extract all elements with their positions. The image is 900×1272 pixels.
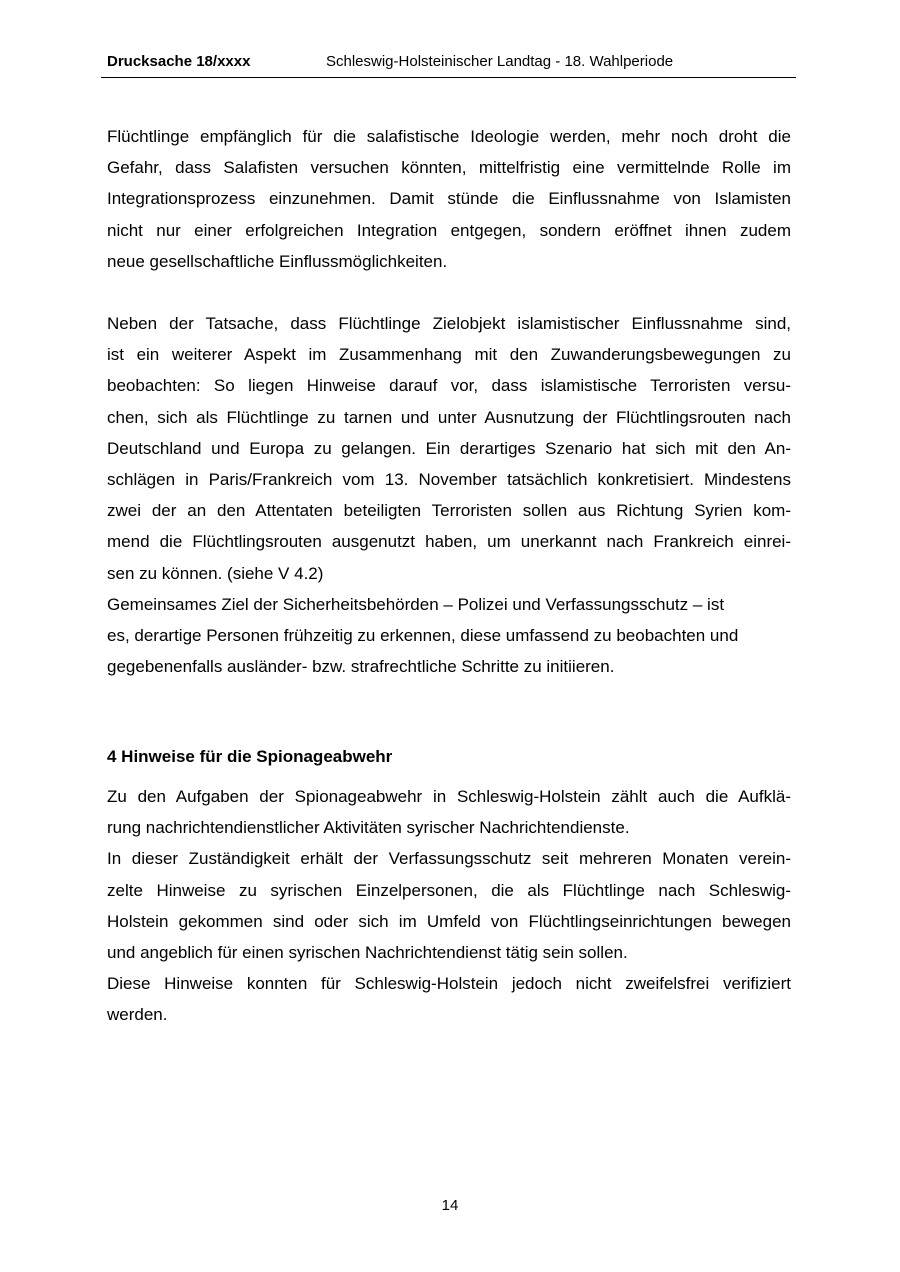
text-line: Holstein gekommen sind oder sich im Umfeld von Flüchtlingseinrichtungen bewegen <box>107 911 791 931</box>
page-number: 14 <box>441 1197 459 1214</box>
text-line: sen zu können. (siehe V 4.2) <box>107 563 324 583</box>
paragraph-1 <box>107 121 791 277</box>
text-line: werden. <box>107 1005 168 1025</box>
text-line: gegebenenfalls ausländer- bzw. strafrechtliche Schritte zu initiieren. <box>107 657 615 677</box>
text-line: Flüchtlinge empfänglich für die salafistische Ideologie werden, mehr noch droht die <box>107 127 791 146</box>
text-line: chen, sich als Flüchtlinge zu tarnen und unter Ausnutzung der Flüchtlingsrouten nach <box>107 407 791 427</box>
text-line: und angeblich für einen syrischen Nachrichtendienst tätig sein sollen. <box>107 942 628 962</box>
paragraph-2 <box>107 308 791 589</box>
paragraph-4 <box>107 781 791 1031</box>
text-line: zelte Hinweise zu syrischen Einzelpersonen, die als Flüchtlinge nach Schleswig- <box>107 880 791 900</box>
page-header <box>101 52 796 78</box>
text-line: rung nachrichtendienstlicher Aktivitäten syrischer Nachrichtendienste. <box>107 818 630 838</box>
text-line: In dieser Zuständigkeit erhält der Verfassungsschutz seit mehreren Monaten verein- <box>107 849 791 869</box>
text-line: Zu den Aufgaben der Spionageabwehr in Schleswig-Holstein zählt auch die Aufklä- <box>107 787 791 806</box>
paragraph-3 <box>107 589 791 683</box>
section-heading: 4 Hinweise für die Spionageabwehr <box>107 747 393 766</box>
text-line: mend die Flüchtlingsrouten ausgenutzt haben, um unerkannt nach Frankreich einrei- <box>107 532 791 552</box>
text-line: zwei der an den Attentaten beteiligten Terroristen sollen aus Richtung Syrien kom- <box>107 501 791 521</box>
text-line: ist ein weiterer Aspekt im Zusammenhang mit den Zuwanderungsbewegungen zu <box>107 345 791 365</box>
header-title: Schleswig-Holsteinischer Landtag - 18. Wahlperiode <box>326 53 674 70</box>
text-line: nicht nur einer erfolgreichen Integration entgegen, sondern eröffnet ihnen zudem <box>107 220 791 240</box>
text-line: beobachten: So liegen Hinweise darauf vor, dass islamistische Terroristen versu- <box>107 376 791 396</box>
text-line: schlägen in Paris/Frankreich vom 13. November tatsächlich konkretisiert. Mindestens <box>107 469 791 489</box>
text-line: Integrationsprozess einzunehmen. Damit stünde die Einflussnahme von Islamisten <box>107 189 791 209</box>
document-reference: Drucksache 18/xxxx <box>107 53 251 70</box>
text-line: Gemeinsames Ziel der Sicherheitsbehörden – Polizei und Verfassungsschutz – ist <box>107 595 725 614</box>
text-line: Neben der Tatsache, dass Flüchtlinge Zielobjekt islamistischer Einflussnahme sind, <box>107 314 791 333</box>
text-line: es, derartige Personen frühzeitig zu erkennen, diese umfassend zu beobachten und <box>107 626 739 646</box>
text-line: Diese Hinweise konnten für Schleswig-Holstein jedoch nicht zweifelsfrei verifiziert <box>107 974 791 994</box>
text-line: Gefahr, dass Salafisten versuchen könnten, mittelfristig eine vermittelnde Rolle im <box>107 158 791 178</box>
text-line: neue gesellschaftliche Einflussmöglichkeiten. <box>107 251 448 271</box>
text-line: Deutschland und Europa zu gelangen. Ein derartiges Szenario hat sich mit den An- <box>107 438 791 458</box>
